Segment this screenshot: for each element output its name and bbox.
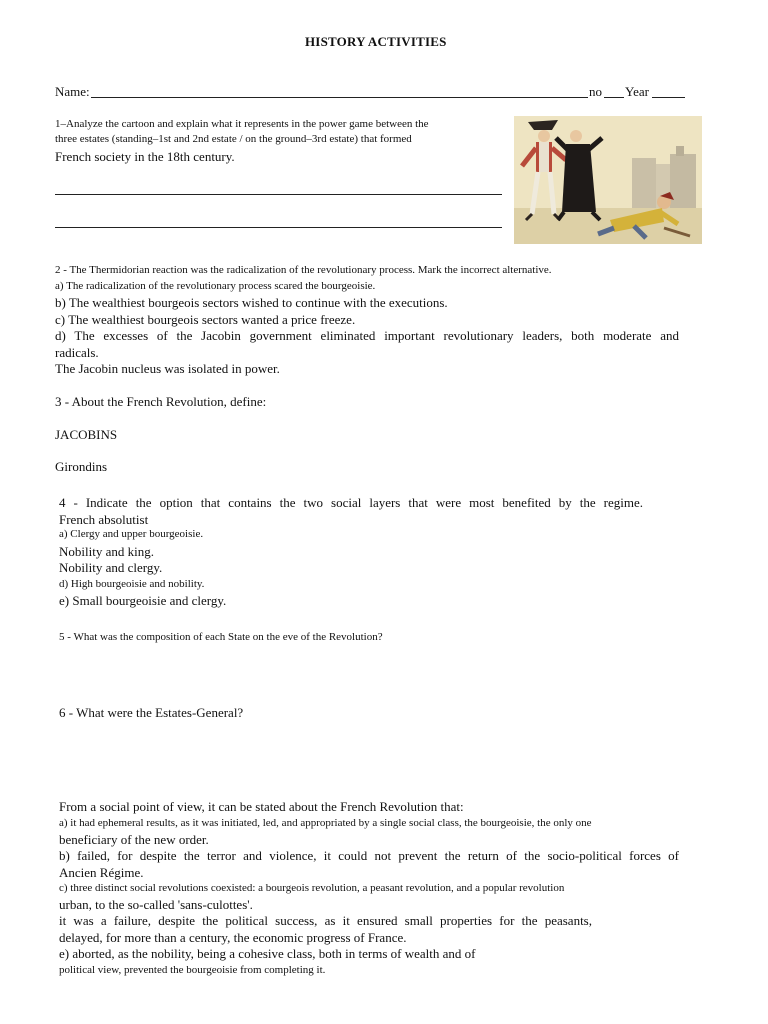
q4-option-b: Nobility and king. — [59, 544, 154, 559]
q1-answer-line-2 — [55, 227, 502, 228]
q4-option-e: e) Small bourgeoisie and clergy. — [59, 593, 227, 608]
q5-stem: 5 - What was the composition of each State on the eve of the Revolution? — [59, 631, 383, 643]
q7-option-a-line-1: a) it had ephemeral results, as it was initiated, led, and appropriated by a single social class, the bourgeoisie, the only one — [59, 817, 592, 829]
q7-option-c-line-1: c) three distinct social revolutions coexisted: a bourgeois revolution, a peasant revolution, and a popular revolution — [59, 882, 565, 894]
name-blank — [91, 97, 588, 98]
q2-option-c: c) The wealthiest bourgeois sectors wanted a price freeze. — [55, 312, 356, 327]
cartoon-illustration — [514, 116, 702, 244]
q3-stem: 3 - About the French Revolution, define: — [55, 394, 267, 409]
q2-option-a: a) The radicalization of the revolutionary process scared the bourgeoisie. — [55, 280, 376, 292]
no-blank — [604, 97, 624, 98]
q1-answer-line-1 — [55, 194, 502, 195]
q7-option-e-line-1: e) aborted, as the nobility, being a cohesive class, both in terms of wealth and of — [59, 946, 476, 961]
year-label: Year — [625, 84, 649, 99]
q7-option-b-line-2: Ancien Régime. — [59, 865, 144, 880]
q4-option-a: a) Clergy and upper bourgeoisie. — [59, 528, 204, 540]
q4-option-d: d) High bourgeoisie and nobility. — [59, 578, 205, 590]
q7-option-e-line-2: political view, prevented the bourgeoisie from completing it. — [59, 964, 326, 976]
q6-stem: 6 - What were the Estates-General? — [59, 705, 244, 720]
no-label: no — [589, 84, 602, 99]
name-label: Name: — [55, 84, 90, 99]
q2-stem: 2 - The Thermidorian reaction was the radicalization of the revolutionary process. Mark the incorrect alternative. — [55, 264, 552, 276]
q7-option-d-line-1: it was a failure, despite the political success, as it ensured small properties for the peasants, — [59, 913, 592, 928]
q2-option-d-line-1: d) The excesses of the Jacobin government eliminated important revolutionary leaders, both moderate and — [55, 328, 679, 343]
q3-term-jacobins: JACOBINS — [55, 427, 118, 442]
q3-term-girondins: Girondins — [55, 459, 107, 474]
q1-line-1: 1–Analyze the cartoon and explain what it represents in the power game between the — [55, 118, 429, 130]
q2-option-e: The Jacobin nucleus was isolated in power. — [55, 361, 280, 376]
year-blank — [652, 97, 685, 98]
q1-line-2: three estates (standing–1st and 2nd estate / on the ground–3rd estate) that formed — [55, 133, 412, 145]
q4-option-c: Nobility and clergy. — [59, 560, 163, 575]
q2-option-b: b) The wealthiest bourgeois sectors wished to continue with the executions. — [55, 295, 448, 310]
page-title: HISTORY ACTIVITIES — [305, 34, 447, 49]
q7-option-c-line-2: urban, to the so-called 'sans-culottes'. — [59, 897, 253, 912]
q4-stem-line-1: 4 - Indicate the option that contains the two social layers that were most benefited by the regime. — [59, 495, 643, 510]
q4-stem-line-2: French absolutist — [59, 512, 149, 527]
q7-stem: From a social point of view, it can be stated about the French Revolution that: — [59, 799, 464, 814]
q7-option-a-line-2: beneficiary of the new order. — [59, 832, 209, 847]
q7-option-b-line-1: b) failed, for despite the terror and violence, it could not prevent the return of the socio-political forces of — [59, 848, 679, 863]
q1-line-3: French society in the 18th century. — [55, 149, 235, 164]
q2-option-d-line-2: radicals. — [55, 345, 99, 360]
q7-option-d-line-2: delayed, for more than a century, the economic progress of France. — [59, 930, 407, 945]
